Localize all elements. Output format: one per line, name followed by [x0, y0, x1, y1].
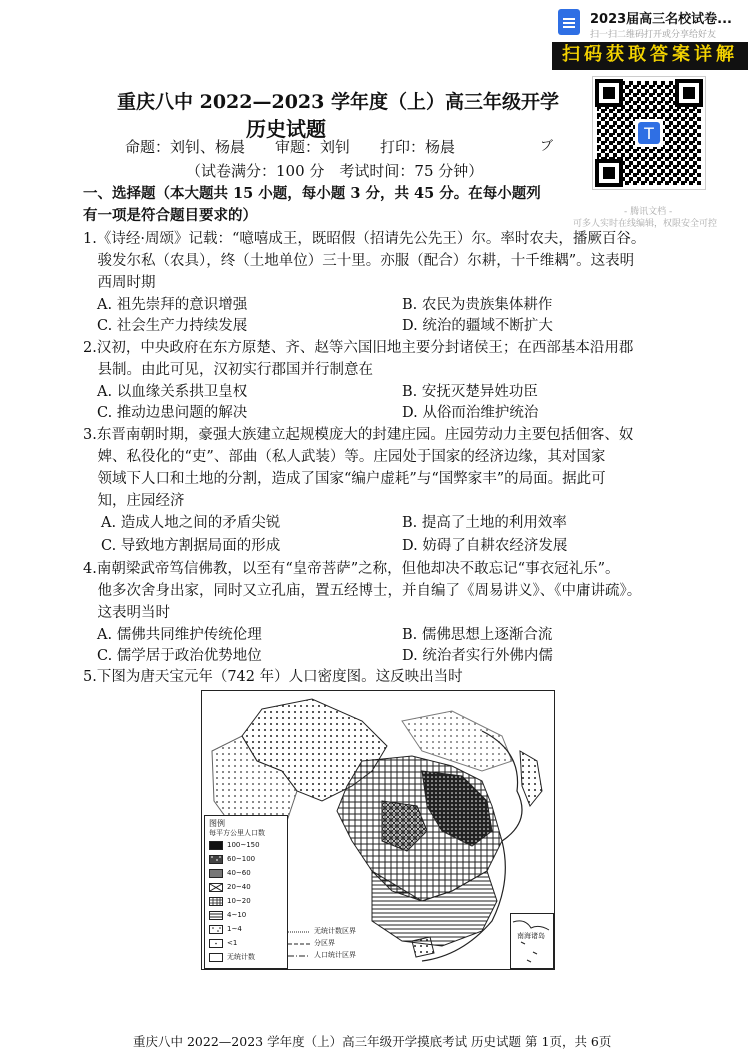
legend-label: 100~150 — [227, 841, 260, 849]
legend-swatch — [209, 841, 223, 850]
option-b: B. 安抚灭楚异姓功臣 — [402, 384, 538, 400]
question-stem: 县制。由此可见，汉初实行郡国并行制意在 — [83, 362, 373, 378]
promo-caption: 可多人实时在线编辑，权限安全可控 — [573, 219, 718, 229]
option-c: C. 导致地方割据局面的形成 — [101, 538, 281, 554]
legend-swatch — [209, 925, 223, 934]
question-stem: 婢、私役化的“吏”、部曲（私人武装）等。庄园处于国家的经济边缘，其对国家 — [83, 449, 606, 465]
question-stem: 3.东晋南朝时期，豪强大族建立起规模庞大的封建庄园。庄园劳动力主要包括佃客、奴 — [83, 427, 634, 443]
legend-label: 40~60 — [227, 869, 251, 877]
map-legend — [204, 815, 288, 969]
qr-finder — [595, 79, 623, 107]
legend-swatch — [209, 939, 223, 948]
legend-label: 20~40 — [227, 883, 251, 891]
option-a: A. 造成人地之间的矛盾尖锐 — [101, 515, 281, 531]
legend-swatch — [209, 883, 223, 892]
exam-title: 重庆八中 2022—2023 学年度（上）高三年级开学 — [117, 91, 559, 113]
option-d: D. 妨碍了自耕农经济发展 — [402, 538, 568, 554]
qr-code[interactable] — [592, 76, 706, 190]
legend-label: 1~4 — [227, 925, 242, 933]
line-swatch — [288, 952, 310, 960]
promo-banner[interactable]: 扫码获取答案详解 — [552, 42, 748, 70]
question-stem: 2.汉初，中央政府在东方原楚、齐、赵等六国旧地主要分封诸侯王；在西部基本沿用郡 — [83, 340, 634, 356]
option-b: B. 提高了土地的利用效率 — [402, 515, 567, 531]
option-d: D. 从俗而治维护统治 — [402, 405, 539, 421]
legend-label: 4~10 — [227, 911, 247, 919]
line-legend-label: 无统计数区界 — [314, 927, 356, 935]
population-density-map — [201, 690, 555, 970]
legend-label: 60~100 — [227, 855, 256, 863]
line-swatch — [288, 940, 310, 948]
question-stem: 西周时期 — [83, 275, 156, 291]
line-legend — [288, 927, 388, 967]
question-stem: 这表明当时 — [83, 605, 170, 621]
promo-caption: - 腾讯文档 - — [624, 207, 673, 217]
option-a: A. 儒佛共同维护传统伦理 — [97, 627, 262, 643]
question-stem: 1.《诗经·周颂》记载：“噫嘻成王，既昭假（招请先公先王）尔。率时农夫，播厥百谷。 — [83, 231, 646, 247]
option-d: D. 统治的疆域不断扩大 — [402, 318, 553, 334]
inset-map — [511, 914, 553, 968]
option-d: D. 统治者实行外佛内儒 — [402, 648, 553, 664]
qr-finder — [675, 79, 703, 107]
svg-text:T: T — [644, 124, 654, 143]
exam-subject: 历史试题 — [246, 117, 326, 141]
exam-staff: 命题：刘钊、杨晨 审题：刘钊 打印：杨晨 — [125, 138, 456, 156]
qr-finder — [595, 159, 623, 187]
question-stem: 他多次舍身出家，同时又立孔庙，置五经博士，并自编了《周易讲义》、《中庸讲疏》。 — [83, 583, 642, 599]
legend-swatch — [209, 953, 223, 962]
legend-swatch — [209, 855, 223, 864]
line-swatch — [288, 928, 310, 936]
question-stem: 领域下人口和土地的分割，造成了国家“编户虚耗”与“国弊家丰”的局面。据此可 — [83, 471, 606, 487]
question-stem: 骏发尔私（农具），终（土地单位）三十里。亦服（配合）尔耕，十千维耦”。这表明 — [83, 253, 635, 269]
option-c: C. 推动边患问题的解决 — [97, 405, 248, 421]
promo-title: 2023届高三名校试卷... — [590, 12, 732, 27]
document-icon — [558, 9, 580, 35]
section-heading: 有一项是符合题目要求的） — [83, 207, 257, 224]
option-a: A. 以血缘关系拱卫皇权 — [97, 384, 248, 400]
exam-staff-tail: ブ — [540, 139, 554, 154]
line-legend-label: 分区界 — [314, 939, 335, 947]
legend-label: 10~20 — [227, 897, 251, 905]
option-c: C. 社会生产力持续发展 — [97, 318, 248, 334]
question-stem: 4.南朝梁武帝笃信佛教，以至有“皇帝菩萨”之称，但他却决不敢忘记“事衣冠礼乐”。 — [83, 561, 620, 577]
option-a: A. 祖先崇拜的意识增强 — [97, 297, 248, 313]
question-stem: 知，庄园经济 — [83, 493, 185, 509]
section-heading: 一、选择题（本大题共 15 小题，每小题 3 分，共 45 分。在每小题列 — [83, 185, 541, 202]
line-legend-label: 人口统计区界 — [314, 951, 356, 959]
legend-swatch — [209, 897, 223, 906]
promo-subtitle: 扫一扫二维码打开或分享给好友 — [590, 30, 717, 40]
south-sea-inset — [510, 913, 554, 969]
question-stem: 5.下图为唐天宝元年（742 年）人口密度图。这反映出当时 — [83, 669, 463, 685]
exam-info: （试卷满分：100 分 考试时间：75 分钟） — [186, 162, 484, 180]
legend-label: <1 — [227, 939, 238, 947]
legend-label: 无统计数 — [227, 953, 255, 961]
legend-swatch — [209, 869, 223, 878]
legend-subtitle: 每平方公里人口数 — [209, 829, 265, 837]
page-footer: 重庆八中 2022—2023 学年度（上）高三年级开学摸底考试 历史试题 第 1页，共 6页 — [133, 1034, 612, 1049]
inset-label: 南海诸岛 — [517, 932, 545, 940]
option-b: B. 儒佛思想上逐渐合流 — [402, 627, 553, 643]
legend-title: 图例 — [209, 819, 225, 828]
option-b: B. 农民为贵族集体耕作 — [402, 297, 553, 313]
legend-swatch — [209, 911, 223, 920]
option-c: C. 儒学居于政治优势地位 — [97, 648, 262, 664]
